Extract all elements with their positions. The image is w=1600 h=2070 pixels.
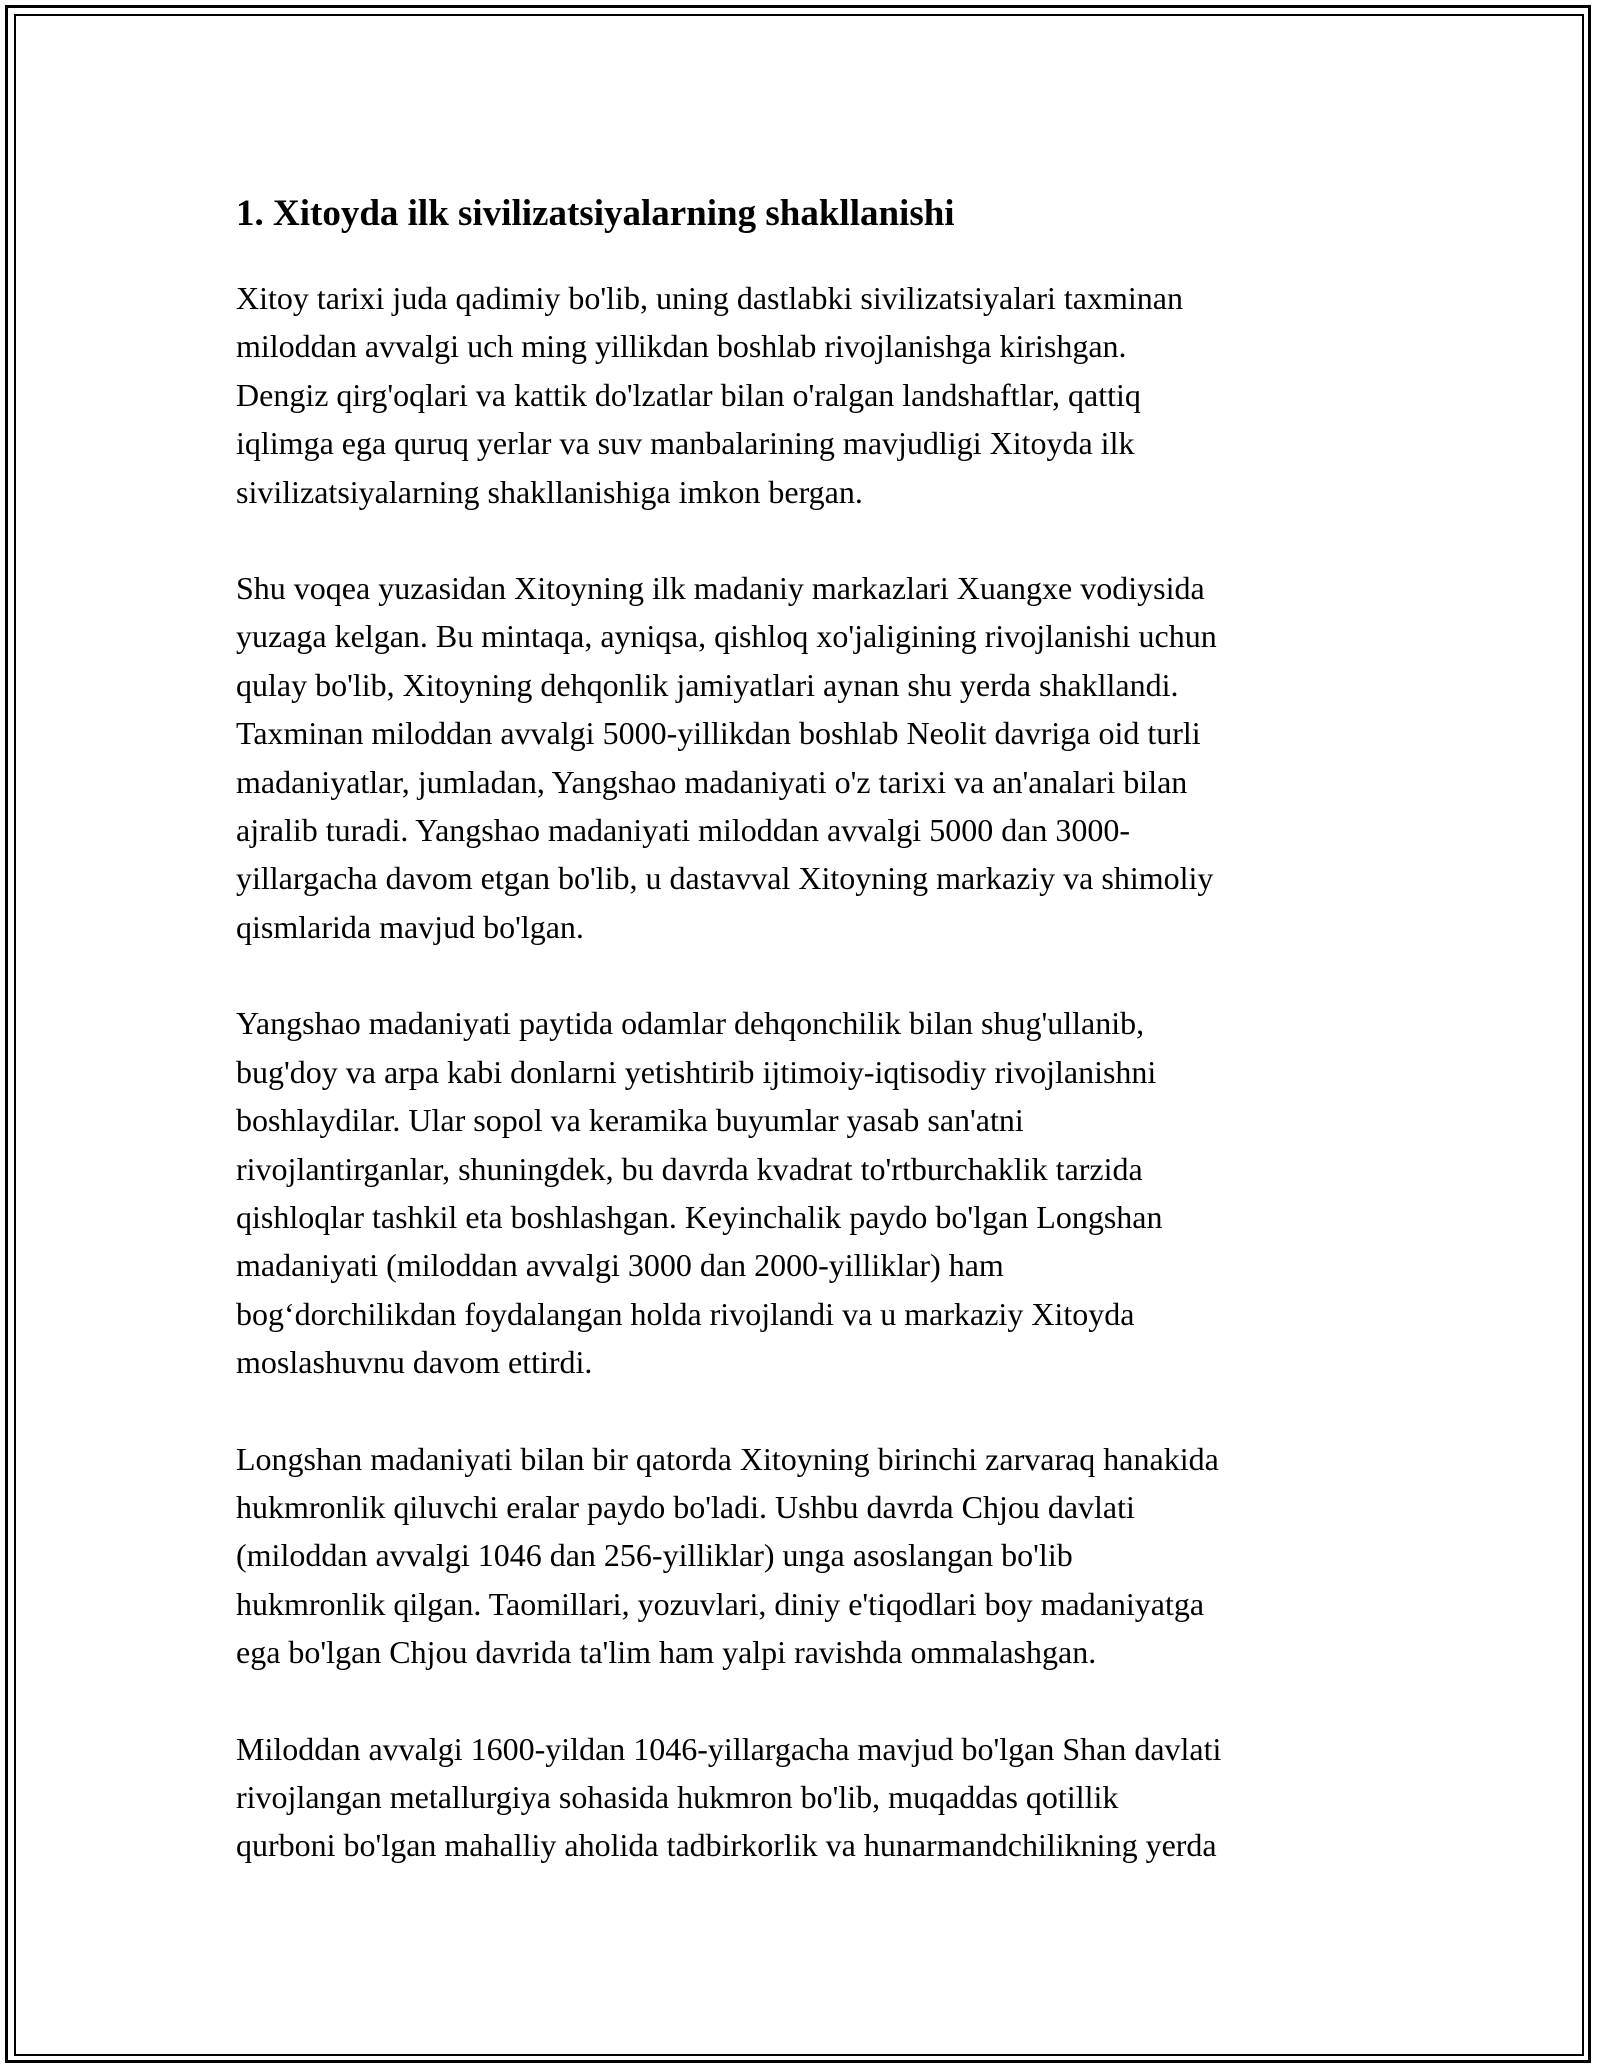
paragraph-2: [236, 564, 1386, 951]
text-line: qurboni bo'lgan mahalliy aholida tadbirkorlik va hunarmandchilikning yerda: [236, 1827, 1217, 1864]
paragraph-1: [236, 274, 1386, 516]
paragraph-5: [236, 1725, 1386, 1870]
text-line: Yangshao madaniyati paytida odamlar dehqonchilik bilan shug'ullanib,: [236, 1005, 1145, 1042]
text-line: hukmronlik qilgan. Taomillari, yozuvlari, diniy e'tiqodlari boy madaniyatga: [236, 1585, 1205, 1622]
text-line: yuzaga kelgan. Bu mintaqa, ayniqsa, qishloq xo'jaligining rivojlanishi uchun: [236, 618, 1217, 655]
text-line: qulay bo'lib, Xitoyning dehqonlik jamiyatlari aynan shu yerda shakllandi.: [236, 666, 1179, 703]
document-body: [236, 186, 1386, 1918]
text-line: iqlimga ega quruq yerlar va suv manbalarining mavjudligi Xitoyda ilk: [236, 425, 1135, 462]
text-line: sivilizatsiyalarning shakllanishiga imkon bergan.: [236, 473, 863, 510]
text-line: Shu voqea yuzasidan Xitoyning ilk madaniy markazlari Xuangxe vodiysida: [236, 570, 1205, 607]
text-line: bug'doy va arpa kabi donlarni yetishtirib ijtimoiy-iqtisodiy rivojlanishni: [236, 1053, 1157, 1090]
text-line: ajralib turadi. Yangshao madaniyati miloddan avvalgi 5000 dan 3000-: [236, 812, 1131, 849]
section-heading: 1. Xitoyda ilk sivilizatsiyalarning shakllanishi: [236, 193, 955, 234]
text-line: Dengiz qirg'oqlari va kattik do'lzatlar bilan o'ralgan landshaftlar, qattiq: [236, 376, 1141, 413]
text-line: madaniyati (miloddan avvalgi 3000 dan 2000-yilliklar) ham: [236, 1247, 1004, 1284]
text-line: Longshan madaniyati bilan bir qatorda Xitoyning birinchi zarvaraq hanakida: [236, 1440, 1219, 1477]
text-line: miloddan avvalgi uch ming yillikdan boshlab rivojlanishga kirishgan.: [236, 328, 1127, 365]
text-line: boshlaydilar. Ular sopol va keramika buyumlar yasab san'atni: [236, 1102, 1024, 1139]
text-line: qismlarida mavjud bo'lgan.: [236, 908, 584, 945]
text-line: rivojlangan metallurgiya sohasida hukmron bo'lib, muqaddas qotillik: [236, 1778, 1119, 1815]
text-line: hukmronlik qiluvchi eralar paydo bo'ladi. Ushbu davrda Chjou davlati: [236, 1488, 1135, 1525]
text-line: Miloddan avvalgi 1600-yildan 1046-yillargacha mavjud bo'lgan Shan davlati: [236, 1730, 1222, 1767]
text-line: (miloddan avvalgi 1046 dan 256-yilliklar) unga asoslangan bo'lib: [236, 1537, 1073, 1574]
text-line: ega bo'lgan Chjou davrida ta'lim ham yalpi ravishda ommalashgan.: [236, 1634, 1097, 1671]
text-line: qishloqlar tashkil eta boshlashgan. Keyinchalik paydo bo'lgan Longshan: [236, 1198, 1163, 1235]
text-line: madaniyatlar, jumladan, Yangshao madaniyati o'z tarixi va an'analari bilan: [236, 763, 1188, 800]
text-line: Xitoy tarixi juda qadimiy bo'lib, uning dastlabki sivilizatsiyalari taxminan: [236, 280, 1183, 316]
paragraph-3: [236, 999, 1386, 1386]
text-line: moslashuvnu davom ettirdi.: [236, 1344, 593, 1381]
text-line: bog‘dorchilikdan foydalangan holda rivojlandi va u markaziy Xitoyda: [236, 1295, 1135, 1332]
text-line: Taxminan miloddan avvalgi 5000-yillikdan boshlab Neolit davriga oid turli: [236, 715, 1201, 752]
text-line: yillargacha davom etgan bo'lib, u dastavval Xitoyning markaziy va shimoliy: [236, 860, 1214, 897]
text-line: rivojlantirganlar, shuningdek, bu davrda kvadrat to'rtburchaklik tarzida: [236, 1150, 1143, 1187]
paragraph-4: [236, 1435, 1386, 1677]
